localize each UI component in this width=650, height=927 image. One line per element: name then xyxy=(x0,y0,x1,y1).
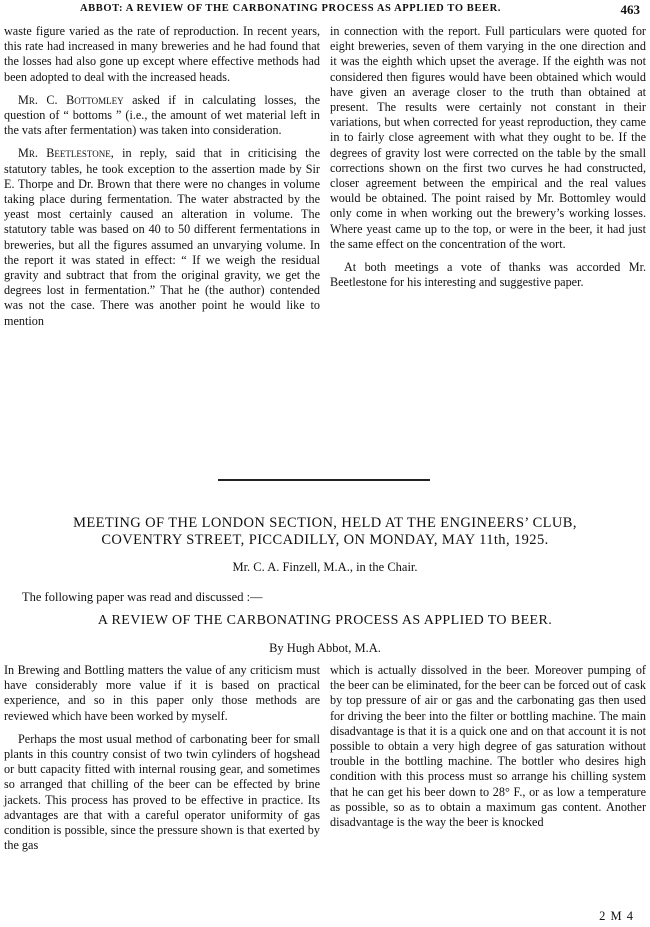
chair-line: Mr. C. A. Finzell, M.A., in the Chair. xyxy=(232,560,418,574)
signature-mark: 2 M 4 xyxy=(599,909,634,923)
paragraph-text: which is actually dissolved in the beer. Moreover pumping of the beer can be eliminated, for the beer can be forced out of cask by top pressure of air or gas and the carbonating gas then used for driving the beer into the filter or bottling machine. The main disadvantage is that it is a quick one and on that account it is not possible to obtain a very high degree of gas saturation without trouble in the bottling machine. The bottler who desires high condition with this process must so arrange his chilling system that he can get his beer down to 28° F., or as low a temperature as possible, so as to obtain a maximum gas content. Another disadvantage is the way the beer is knocked xyxy=(330,663,646,830)
paragraph-text: In Brewing and Bottling matters the value of any criticism must have considerably more value if it is based on practical experience, and so in this paper only those methods are reviewed which have been worked by myself. xyxy=(4,663,320,723)
meeting-heading-line: COVENTRY STREET, PICCADILLY, ON MONDAY, MAY 11th, 1925. xyxy=(101,532,549,548)
paper-title: A REVIEW OF THE CARBONATING PROCESS AS APPLIED TO BEER. xyxy=(97,613,553,628)
meeting-heading xyxy=(0,515,650,549)
paper-paragraph xyxy=(4,732,320,854)
section-divider xyxy=(218,479,430,481)
page-number: 463 xyxy=(620,2,640,17)
discussion-paragraph xyxy=(330,24,646,252)
paragraph-text: in reply, said that in criticising the statutory tables, he took exception to the assertion made by Sir E. Thorpe and Dr. Brown that there were no changes in volume taking place during fermentation. The water abstracted by the yeast most certainly caused an alteration in volume. The statutory table was based on 40 to 50 different fermentations in breweries, but all the figures assumed an unvarying volume. In the report it was stated in effect: “ If we weigh the residual gravity and subtract that from the original gravity, we get the degrees lost in fermentation.” That he (the author) contended was not the case. There was another point he would like to mention xyxy=(4,146,321,328)
speaker-name: Mr. Beetlestone, xyxy=(18,146,114,161)
paragraph-text: asked if in calculating losses, the question of “ bottoms ” (i.e., the amount of wet material left in the vats after fermentation) was taken into consideration. xyxy=(4,92,320,138)
meeting-heading-line: MEETING OF THE LONDON SECTION, HELD AT THE ENGINEERS’ CLUB, xyxy=(73,515,577,531)
paper-paragraph xyxy=(4,663,320,724)
running-title: ABBOT: A REVIEW OF THE CARBONATING PROCESS AS APPLIED TO BEER. xyxy=(80,3,502,14)
speaker-name: Mr. C. Bottomley xyxy=(18,92,124,107)
paragraph-text: At both meetings a vote of thanks was accorded Mr. Beetlestone for his interesting and suggestive paper. xyxy=(330,260,646,290)
paragraph-text: in connection with the report. Full particulars were quoted for eight breweries, seven of them varying in the one direction and it was the eighth which upset the average. If the eighth was not considered then figures would have been obtained which would have given an average closer to the truth than obtained at present. The results were certainly not constant in their variations, but when corrected for yeast reproduction, they came in to fairly close agreement with what they ought to be. If the degrees of gravity lost were corrected on the table by the small corrections shown on the first two curves he had constructed, closer agreement between the empirical and the real values would be obtained. The point raised by Mr. Bottomley would only come in when working out the brewery’s working losses. Where yeast came up to the top, or were in the beer, it had just the same effect on the concentration of the wort. xyxy=(330,24,646,251)
paper-right-column xyxy=(330,663,646,838)
paragraph-text: waste figure varied as the rate of reproduction. In recent years, this rate had increased in many breweries and he had found that the losses had also gone up except where effective methods had been adopted to deal with the increased heads. xyxy=(4,24,320,84)
paper-left-column xyxy=(4,663,320,861)
discussion-paragraph xyxy=(4,146,320,328)
intro-line: The following paper was read and discussed :— xyxy=(22,590,263,604)
paper-paragraph xyxy=(330,663,646,830)
discussion-left-column xyxy=(4,24,320,337)
discussion-paragraph xyxy=(330,260,646,290)
running-header xyxy=(0,3,650,21)
discussion-paragraph xyxy=(4,24,320,85)
paragraph-text: Perhaps the most usual method of carbonating beer for small plants in this country consist of two twin cylinders of hogshead or butt capacity fitted with internal rousing gear, and sometimes so arranged that chilling of the beer can be effected by brine jackets. This process has proved to be effective in practice. Its advantages are that with a careful operator uniformity of gas condition is possible, since the pressure shown is that exerted by the gas xyxy=(4,731,320,853)
author-byline: By Hugh Abbot, M.A. xyxy=(269,641,381,655)
discussion-paragraph xyxy=(4,93,320,139)
discussion-right-column xyxy=(330,24,646,298)
